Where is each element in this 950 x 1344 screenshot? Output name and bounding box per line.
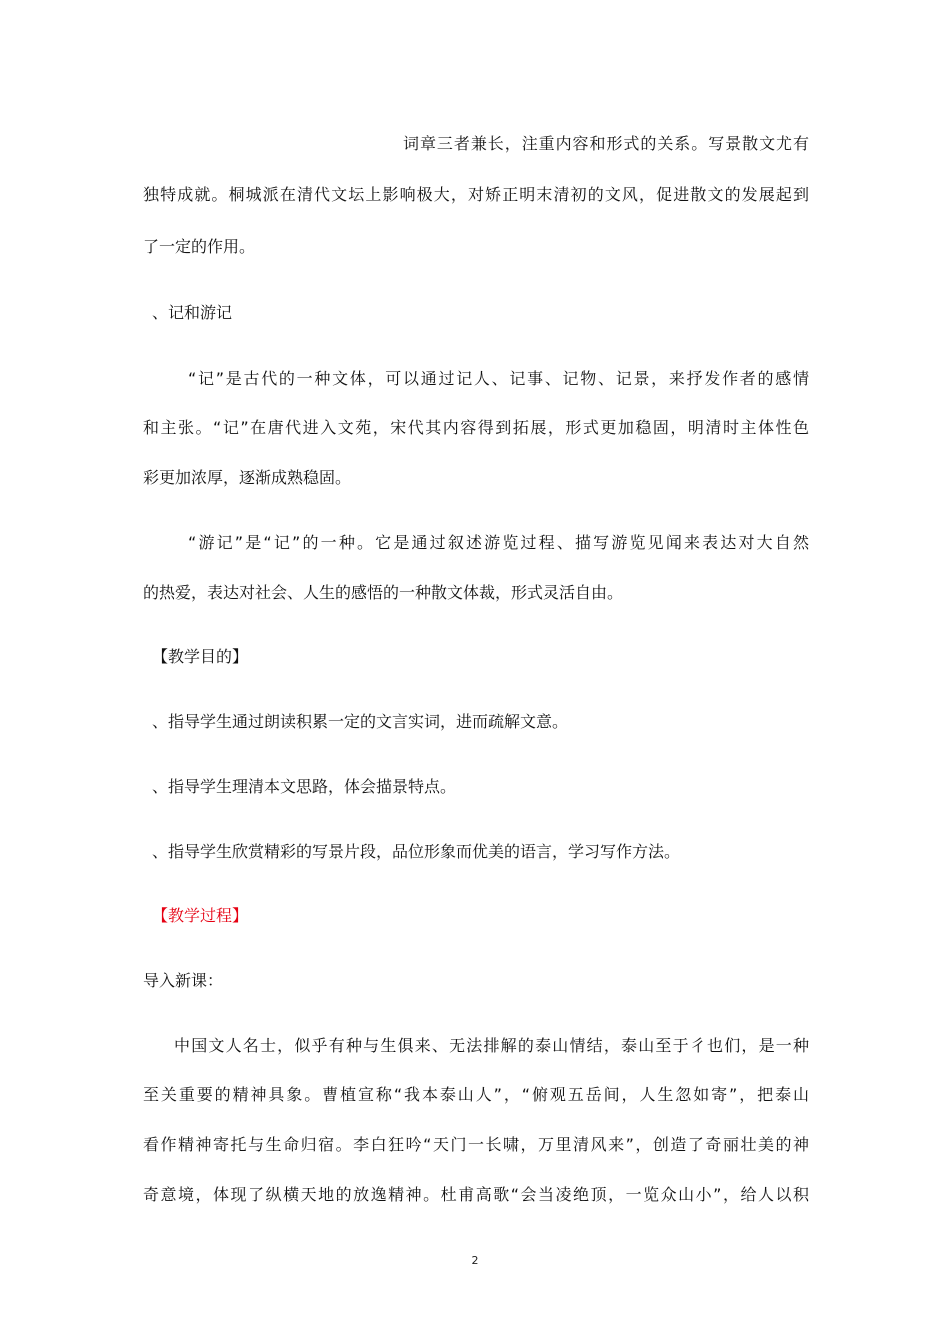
- teaching-goal-item-3: 、指导学生欣赏精彩的写景片段，品位形象而优美的语言，学习写作方法。: [152, 842, 681, 861]
- intro-line-1: 词章三者兼长，注重内容和形式的关系。写景散文尤有: [403, 134, 809, 153]
- ji-paragraph1-line-2: 和主张。“记”在唐代进入文苑，宋代其内容得到拓展，形式更加稳固，明清时主体性色: [143, 418, 809, 437]
- process-paragraph-line-1: 中国文人名士，似乎有种与生俱来、无法排解的泰山情结，泰山至于彳也们，是一种: [174, 1036, 809, 1055]
- process-paragraph-line-2: 至关重要的精神具象。曹植宣称“我本泰山人”，“俯观五岳间，人生忽如寄”，把泰山: [143, 1085, 809, 1104]
- process-paragraph-line-3: 看作精神寄托与生命归宿。李白狂吟“天门一长啸，万里清风来”，创造了奇丽壮美的神: [143, 1135, 809, 1154]
- intro-line-2: 独特成就。桐城派在清代文坛上影响极大，对矫正明末清初的文风，促进散文的发展起到: [143, 185, 809, 204]
- teaching-goal-item-1: 、指导学生通过朗读积累一定的文言实词，进而疏解文意。: [152, 712, 569, 731]
- ji-paragraph2-line-2: 的热爱，表达对社会、人生的感悟的一种散文体裁，形式灵活自由。: [143, 583, 624, 602]
- section-heading-ji: 、记和游记: [152, 303, 233, 322]
- ji-paragraph1-line-3: 彩更加浓厚，逐渐成熟稳固。: [143, 468, 352, 487]
- page-number: 2: [471, 1254, 479, 1267]
- ji-paragraph2-line-1: “游记”是“记”的一种。它是通过叙述游览过程、描写游览见闻来表达对大自然: [188, 533, 809, 552]
- teaching-process-heading: 【教学过程】: [152, 906, 249, 925]
- teaching-goal-item-2: 、指导学生理清本文思路，体会描景特点。: [152, 777, 457, 796]
- teaching-goals-heading: 【教学目的】: [152, 647, 249, 666]
- intro-line-3: 了一定的作用。: [143, 237, 256, 256]
- process-paragraph-line-4: 奇意境，体现了纵横天地的放逸精神。杜甫高歌“会当凌绝顶，一览众山小”，给人以积: [143, 1185, 809, 1204]
- ji-paragraph1-line-1: “记”是古代的一种文体，可以通过记人、记事、记物、记景，来抒发作者的感情: [188, 369, 809, 388]
- intro-new-lesson-label: 导入新课：: [143, 971, 224, 990]
